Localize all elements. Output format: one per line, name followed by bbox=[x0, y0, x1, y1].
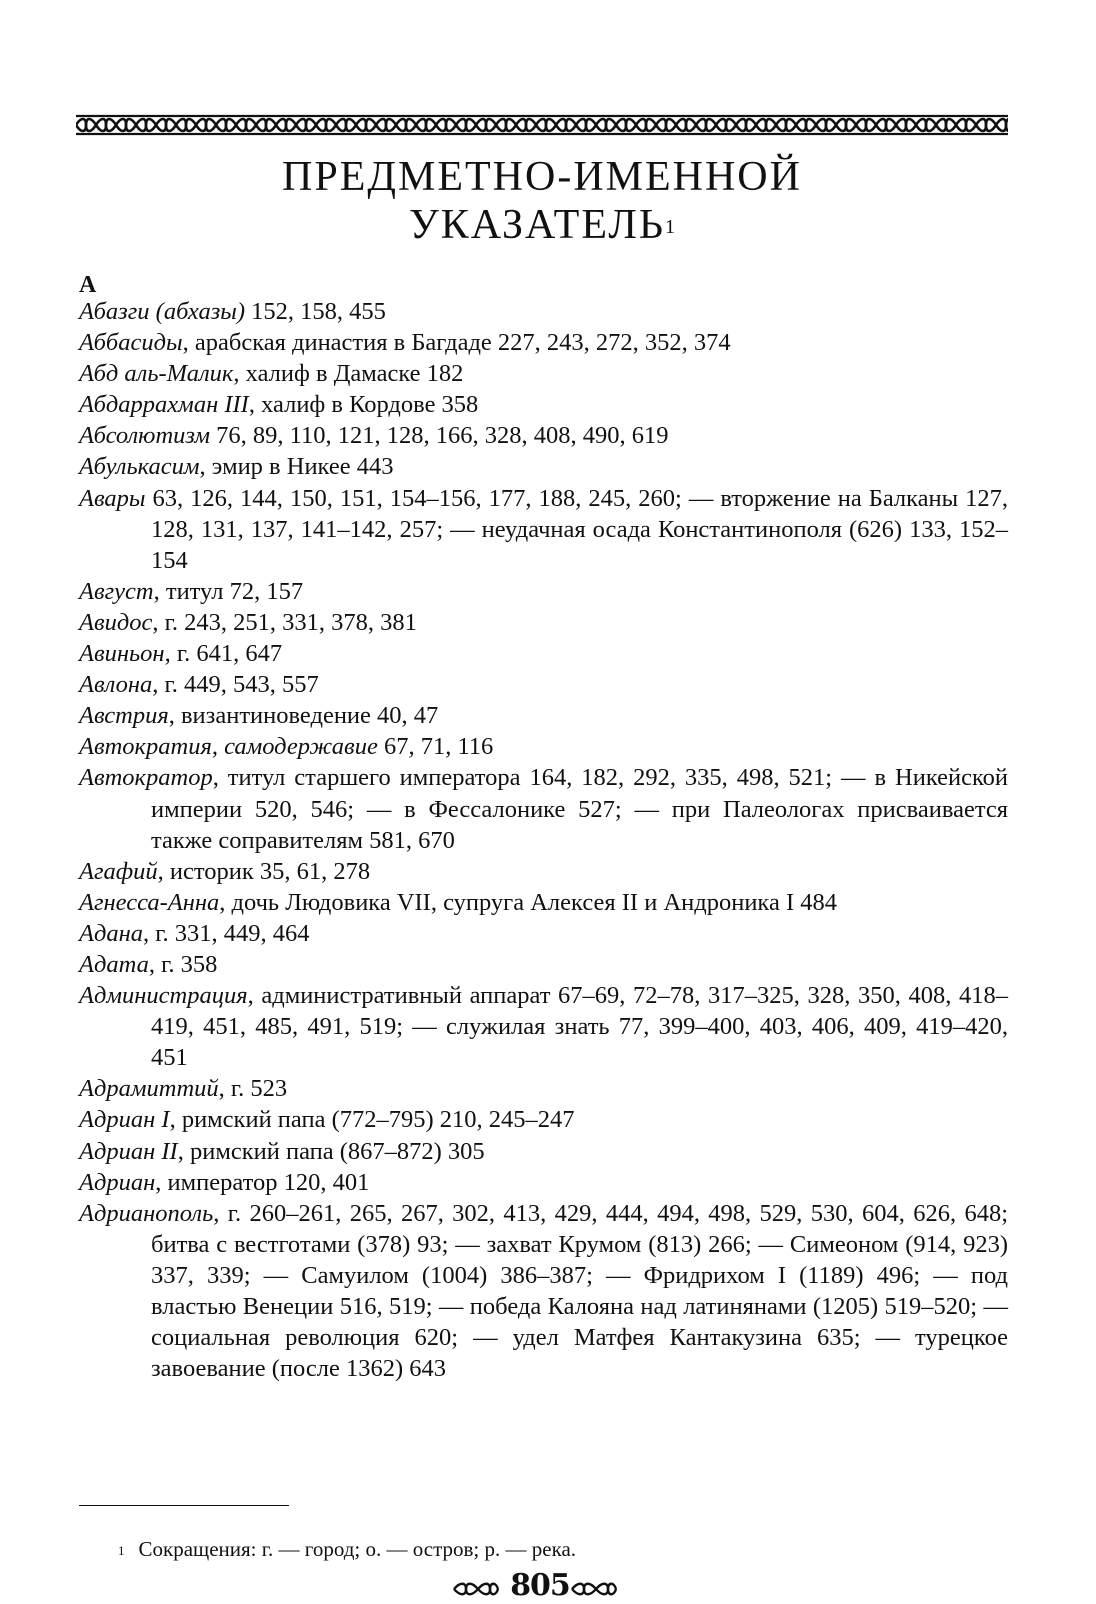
index-entry-references: , римский папа (772–795) 210, 245–247 bbox=[169, 1106, 575, 1134]
section-letter: А bbox=[79, 272, 97, 298]
index-entry bbox=[79, 638, 1008, 669]
footnote-text: Сокращения: г. — город; о. — остров; р. — река. bbox=[138, 1537, 577, 1561]
index-entry bbox=[79, 327, 1008, 358]
index-entry-term: Абд аль-Малик bbox=[79, 360, 234, 388]
folio-right-ornament bbox=[570, 1582, 618, 1596]
index-entry-references: , халиф в Дамаске 182 bbox=[233, 360, 464, 388]
index-entry bbox=[79, 980, 1008, 1073]
index-entry-term: Авиньон bbox=[79, 640, 165, 668]
index-entry-term: Абазги (абхазы) bbox=[79, 298, 246, 325]
index-entry bbox=[79, 731, 1008, 762]
index-entry-term: Адана bbox=[79, 919, 144, 947]
index-entry bbox=[79, 669, 1008, 700]
index-entry bbox=[79, 358, 1008, 389]
index-entry bbox=[79, 856, 1008, 887]
index-entry-term: Адриан II bbox=[79, 1137, 178, 1165]
index-entry bbox=[79, 918, 1008, 949]
index-entry bbox=[79, 1073, 1008, 1104]
folio-left-ornament bbox=[452, 1582, 500, 1596]
index-entry-references: 76, 89, 110, 121, 128, 166, 328, 408, 490, 619 bbox=[209, 422, 669, 450]
index-entry-term: Агнесса-Анна bbox=[79, 888, 220, 916]
index-entry bbox=[79, 389, 1008, 420]
index-entry bbox=[79, 1104, 1008, 1135]
index-entry bbox=[79, 887, 1008, 918]
index-entry-term: Автократор bbox=[79, 764, 213, 792]
page-number: 805 bbox=[510, 1568, 570, 1603]
index-entry-references: 63, 126, 144, 150, 151, 154–156, 177, 188, 245, 260; — вторжение на Балканы 127, 128, 131, 137, 141–142, 257; — неудачная осада Константинополя (626) 133, 152–154 bbox=[145, 484, 1008, 574]
index-entry-references: , г. 331, 449, 464 bbox=[143, 919, 310, 947]
page-footer bbox=[0, 1570, 1096, 1604]
index-title-text: УКАЗАТЕЛЬ bbox=[408, 202, 666, 248]
index-entry bbox=[79, 420, 1008, 451]
index-entries-list bbox=[79, 296, 1008, 1384]
index-entry-references: , г. 358 bbox=[148, 950, 218, 978]
index-entry-references: , дочь Людовика VII, супруга Алексея II и Андроника I 484 bbox=[219, 888, 837, 916]
index-entry-term: Абулькасим bbox=[79, 453, 200, 481]
index-entry-references: , титул 72, 157 bbox=[153, 577, 304, 605]
index-entry-references: , г. 523 bbox=[218, 1075, 288, 1103]
index-entry-term: Адриан bbox=[79, 1168, 156, 1196]
index-entry-term: Автократия, самодержавие bbox=[79, 733, 378, 761]
index-entry bbox=[79, 451, 1008, 482]
index-entry bbox=[79, 576, 1008, 607]
index-entry-references: , римский папа (867–872) 305 bbox=[177, 1137, 485, 1165]
index-entry-term: Адрианополь bbox=[79, 1199, 214, 1227]
index-entry-term: Адриан I bbox=[79, 1106, 170, 1134]
index-entry-term: Авидос bbox=[79, 608, 153, 636]
title-footnote-mark: 1 bbox=[665, 216, 676, 238]
index-entry bbox=[79, 700, 1008, 731]
index-entry-references: , эмир в Никее 443 bbox=[199, 453, 394, 481]
index-entry-references: , г. 260–261, 265, 267, 302, 413, 429, 444, 494, 498, 529, 530, 604, 626, 648; битва с вестготами (378) 93; — захват Крумом (813) 266; — Симеоном (914, 923) 337, 339; — Самуилом (1004) 386–387; — Фридрихом I (1189) 496; — под властью Венеции 516, 519; — победа Калояна над латинянами (1205) 519–520; — социальная революция 620; — удел Матфея Кантакузина 635; — турецкое завоевание (после 1362) 643 bbox=[151, 1199, 1008, 1383]
index-entry bbox=[79, 949, 1008, 980]
index-entry-references: , халиф в Кордове 358 bbox=[248, 391, 479, 419]
index-entry-term: Авлона bbox=[79, 671, 153, 699]
index-entry bbox=[79, 607, 1008, 638]
footnote-mark: 1 bbox=[118, 1543, 125, 1558]
index-entry-references: , император 120, 401 bbox=[155, 1168, 370, 1196]
index-entry bbox=[79, 1198, 1008, 1385]
index-entry-term: Аббасиды bbox=[79, 329, 183, 357]
footnote bbox=[118, 1536, 576, 1562]
index-entry-term: Авары bbox=[79, 484, 146, 512]
index-entry-references: , г. 641, 647 bbox=[164, 640, 283, 668]
index-entry-term: Абсолютизм bbox=[79, 422, 210, 450]
index-entry bbox=[79, 1167, 1008, 1198]
index-entry-term: Агафий bbox=[79, 857, 158, 885]
index-entry-references: , г. 449, 543, 557 bbox=[152, 671, 319, 699]
footnote-rule bbox=[79, 1505, 289, 1506]
index-entry-references: , административный аппарат 67–69, 72–78, 317–325, 328, 350, 408, 418–419, 451, 485, 491, 519; — служилая знать 77, 399–400, 403, 406, 409, 419–420, 451 bbox=[151, 982, 1008, 1072]
index-entry-term: Администрация bbox=[79, 982, 248, 1010]
ornament-border bbox=[76, 114, 1008, 136]
index-title-line-1: ПРЕДМЕТНО-ИМЕННОЙ bbox=[282, 154, 802, 200]
index-entry-references: 152, 158, 455 bbox=[245, 298, 386, 325]
index-entry-term: Адрамиттий bbox=[79, 1075, 219, 1103]
index-entry-term: Абдаррахман III bbox=[79, 391, 249, 419]
index-entry-references: , титул старшего императора 164, 182, 292, 335, 498, 521; — в Никейской империи 520, 546; — в Фессалонике 527; — при Палеологах присваивается также соправителям 581, 670 bbox=[151, 764, 1008, 854]
index-entry-references: , арабская династия в Багдаде 227, 243, 272, 352, 374 bbox=[182, 329, 731, 357]
index-entry-term: Австрия bbox=[79, 702, 169, 730]
index-title-line-2 bbox=[76, 200, 1008, 250]
index-entry-references: 67, 71, 116 bbox=[377, 733, 494, 761]
index-entry-term: Адата bbox=[79, 950, 149, 978]
index-entry bbox=[79, 296, 1008, 327]
index-entry bbox=[79, 762, 1008, 855]
index-entry-references: , г. 243, 251, 331, 378, 381 bbox=[152, 608, 417, 636]
index-entry-term: Август bbox=[79, 577, 154, 605]
index-entry-references: , византиноведение 40, 47 bbox=[168, 702, 439, 730]
index-entry-references: , историк 35, 61, 278 bbox=[157, 857, 371, 885]
index-entry bbox=[79, 1136, 1008, 1167]
index-entry bbox=[79, 483, 1008, 576]
